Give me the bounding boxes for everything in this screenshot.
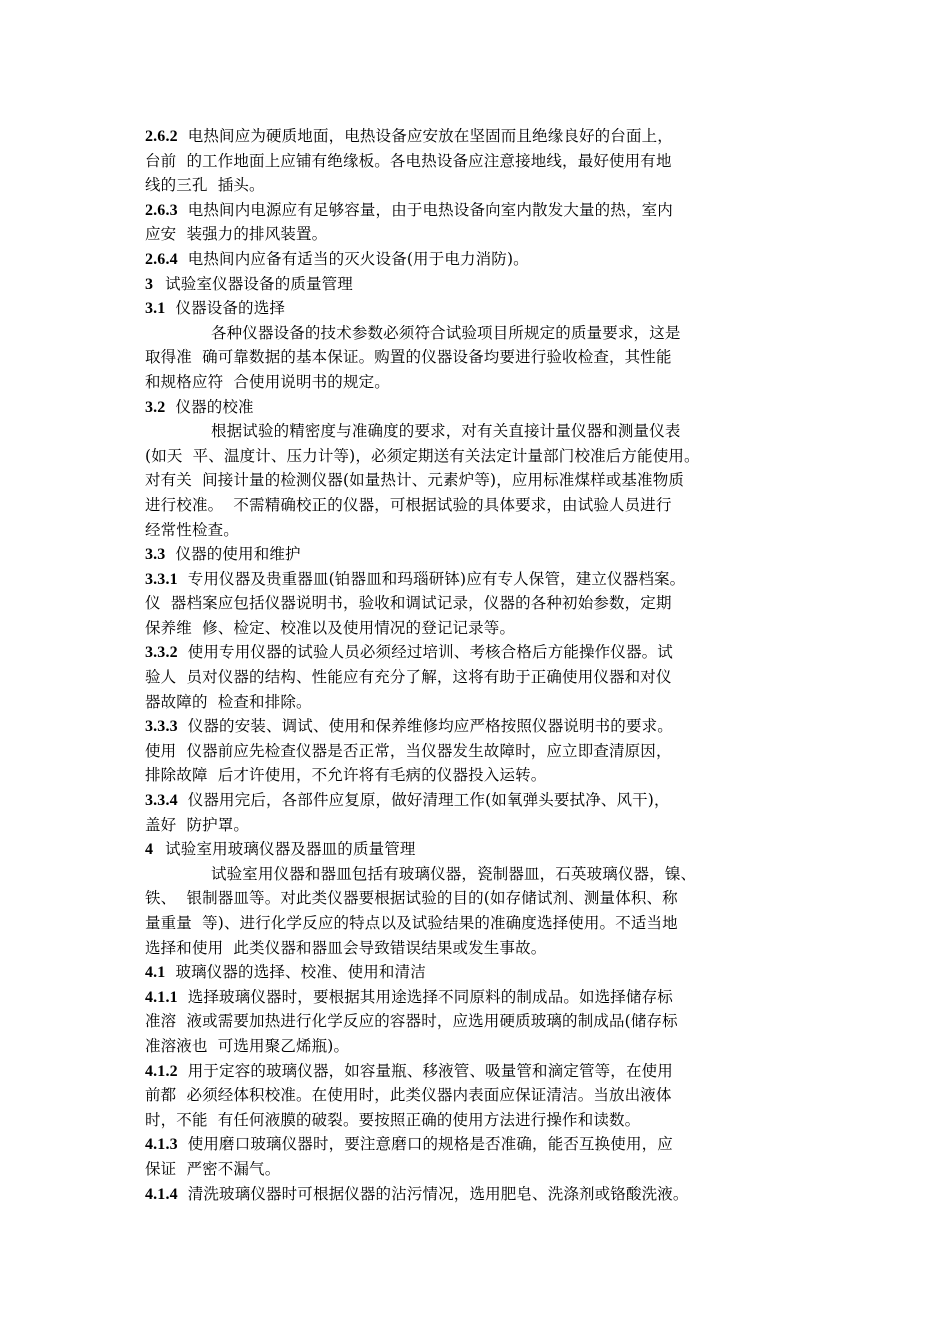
clause-line (145, 542, 745, 567)
line-text: 量重量 等)、进行化学反应的特点以及试验结果的准确度选择使用。不适当地 (145, 914, 678, 932)
text-line (145, 149, 745, 174)
clause-line (145, 714, 745, 739)
clause-line (145, 788, 745, 813)
clause-number: 4.1 (145, 964, 166, 982)
line-text: 电热间内电源应有足够容量，由于电热设备向室内散发大量的热，室内 (187, 200, 673, 219)
line-text: 仪器的校准 (175, 397, 254, 416)
clause-line (145, 640, 745, 665)
line-text: 准溶 液或需要加热进行化学反应的容器时，应选用硬质玻璃的制成品(储存标 (145, 1012, 678, 1031)
clause-number: 3.3.3 (145, 718, 178, 736)
line-text: 应安 装强力的排风装置。 (145, 225, 328, 244)
text-line (145, 862, 745, 887)
line-text: 玻璃仪器的选择、校准、使用和清洁 (175, 963, 426, 982)
text-line (145, 886, 745, 911)
text-line (145, 936, 745, 961)
clause-line (145, 567, 745, 592)
clause-number: 3.2 (145, 398, 166, 416)
line-text: 进行校准。 不需精确校正的仪器，可根据试验的具体要求，由试验人员进行 (145, 495, 672, 514)
clause-line (145, 1182, 745, 1207)
clause-number: 2.6.4 (145, 250, 178, 268)
text-line (145, 1009, 745, 1034)
text-line (145, 1034, 745, 1059)
clause-number: 4 (145, 841, 154, 859)
clause-number: 2.6.2 (145, 128, 178, 145)
clause-number: 3.3.2 (145, 644, 178, 662)
line-text: 仪器的使用和维护 (175, 545, 301, 564)
line-text: 试验室用仪器和器皿包括有玻璃仪器，瓷制器皿，石英玻璃仪器，镍、 (211, 864, 697, 883)
text-line (145, 1157, 745, 1182)
line-text: 专用仪器及贵重器皿(铂器皿和玛瑙研钵)应有专人保管，建立仪器档案。 (187, 569, 686, 588)
clause-line (145, 1059, 745, 1084)
line-text: 排除故障 后才许使用，不允许将有毛病的仪器投入运转。 (145, 766, 547, 785)
line-text: 清洗玻璃仪器时可根据仪器的沾污情况，选用肥皂、洗涤剂或铬酸洗液。 (187, 1184, 689, 1203)
text-line (145, 1083, 745, 1108)
text-line (145, 345, 745, 370)
text-line (145, 444, 745, 469)
line-text: 各种仪器设备的技术参数必须符合试验项目所规定的质量要求，这是 (211, 323, 681, 342)
clause-number: 4.1.1 (145, 988, 178, 1006)
line-text: 选择和使用 此类仪器和器皿会导致错误结果或发生事故。 (145, 938, 547, 957)
text-line (145, 493, 745, 518)
document-body (145, 124, 745, 1206)
line-text: 选择玻璃仪器时，要根据其用途选择不同原料的制成品。如选择储存标 (187, 987, 673, 1006)
clause-number: 2.6.3 (145, 201, 178, 219)
clause-number: 4.1.4 (145, 1185, 178, 1203)
line-text: 台前 的工作地面上应铺有绝缘板。各电热设备应注意接地线，最好使用有地 (145, 151, 672, 170)
text-line (145, 518, 745, 543)
text-line (145, 813, 745, 838)
text-line (145, 173, 745, 198)
line-text: 试验室仪器设备的质量管理 (165, 274, 353, 293)
line-text: 电热间应为硬质地面，电热设备应安放在坚固而且绝缘良好的台面上， (187, 127, 673, 145)
text-line (145, 370, 745, 395)
line-text: 器故障的 检查和排除。 (145, 692, 312, 711)
text-line (145, 468, 745, 493)
line-text: 保养维 修、检定、校准以及使用情况的登记记录等。 (145, 618, 516, 637)
line-text: 对有关 间接计量的检测仪器(如量热计、元素炉等)，应用标准煤样或基准物质 (145, 471, 685, 490)
clause-line (145, 985, 745, 1010)
text-line (145, 616, 745, 641)
text-line (145, 739, 745, 764)
text-line (145, 222, 745, 247)
clause-line (145, 198, 745, 223)
line-text: 准溶液也 可选用聚乙烯瓶)。 (145, 1036, 350, 1055)
text-line (145, 763, 745, 788)
line-text: 和规格应符 合使用说明书的规定。 (145, 372, 390, 391)
clause-line (145, 296, 745, 321)
section-heading (145, 837, 745, 862)
line-text: 仪器用完后，各部件应复原，做好清理工作(如氧弹头要拭净、风干)， (187, 791, 670, 810)
text-line (145, 321, 745, 346)
line-text: 用于定容的玻璃仪器，如容量瓶、移液管、吸量管和滴定管等，在使用 (187, 1061, 673, 1080)
clause-number: 4.1.3 (145, 1136, 178, 1154)
text-line (145, 690, 745, 715)
line-text: 试验室用玻璃仪器及器皿的质量管理 (165, 840, 416, 859)
line-text: 使用 仪器前应先检查仪器是否正常，当仪器发生故障时，应立即查清原因， (145, 741, 672, 760)
line-text: 前都 必须经体积校准。在使用时，此类仪器内表面应保证清洁。当放出液体 (145, 1086, 672, 1105)
text-line (145, 911, 745, 936)
clause-number: 3 (145, 275, 154, 293)
line-text: 线的三孔 插头。 (145, 176, 265, 195)
line-text: 铁、 银制器皿等。对此类仪器要根据试验的目的(如存储试剂、测量体积、称 (145, 889, 678, 908)
line-text: 仪器设备的选择 (175, 299, 286, 318)
clause-line (145, 395, 745, 420)
clause-number: 4.1.2 (145, 1062, 178, 1080)
line-text: 仪器的安装、调试、使用和保养维修均应严格按照仪器说明书的要求。 (187, 717, 673, 736)
line-text: (如天 平、温度计、压力计等)，必须定期送有关法定计量部门校准后方能使用。 (145, 446, 700, 465)
clause-number: 3.1 (145, 300, 166, 318)
line-text: 取得准 确可靠数据的基本保证。购置的仪器设备均要进行验收检查，其性能 (145, 348, 672, 367)
section-heading (145, 272, 745, 297)
text-line (145, 1108, 745, 1133)
clause-line (145, 1132, 745, 1157)
text-line (145, 665, 745, 690)
line-text: 经常性检查。 (145, 520, 239, 539)
clause-line (145, 960, 745, 985)
clause-number: 3.3.1 (145, 570, 178, 588)
clause-line (145, 247, 745, 272)
line-text: 仪 器档案应包括仪器说明书，验收和调试记录，仪器的各种初始参数，定期 (145, 594, 672, 613)
text-line (145, 591, 745, 616)
line-text: 时，不能 有任何液膜的破裂。要按照正确的使用方法进行操作和读数。 (145, 1110, 641, 1129)
line-text: 使用专用仪器的试验人员必须经过培训、考核合格后方能操作仪器。试 (187, 643, 673, 662)
line-text: 保证 严密不漏气。 (145, 1159, 281, 1178)
clause-number: 3.3.4 (145, 792, 178, 810)
text-line (145, 419, 745, 444)
line-text: 盖好 防护罩。 (145, 815, 250, 834)
line-text: 根据试验的精密度与准确度的要求，对有关直接计量仪器和测量仪表 (211, 422, 681, 441)
line-text: 验人 员对仪器的结构、性能应有充分了解，这将有助于正确使用仪器和对仪 (145, 668, 672, 687)
line-text: 使用磨口玻璃仪器时，要注意磨口的规格是否准确，能否互换使用，应 (187, 1135, 673, 1154)
clause-number: 3.3 (145, 546, 166, 564)
clause-line (145, 124, 745, 149)
line-text: 电热间内应备有适当的灭火设备(用于电力消防)。 (187, 249, 529, 268)
